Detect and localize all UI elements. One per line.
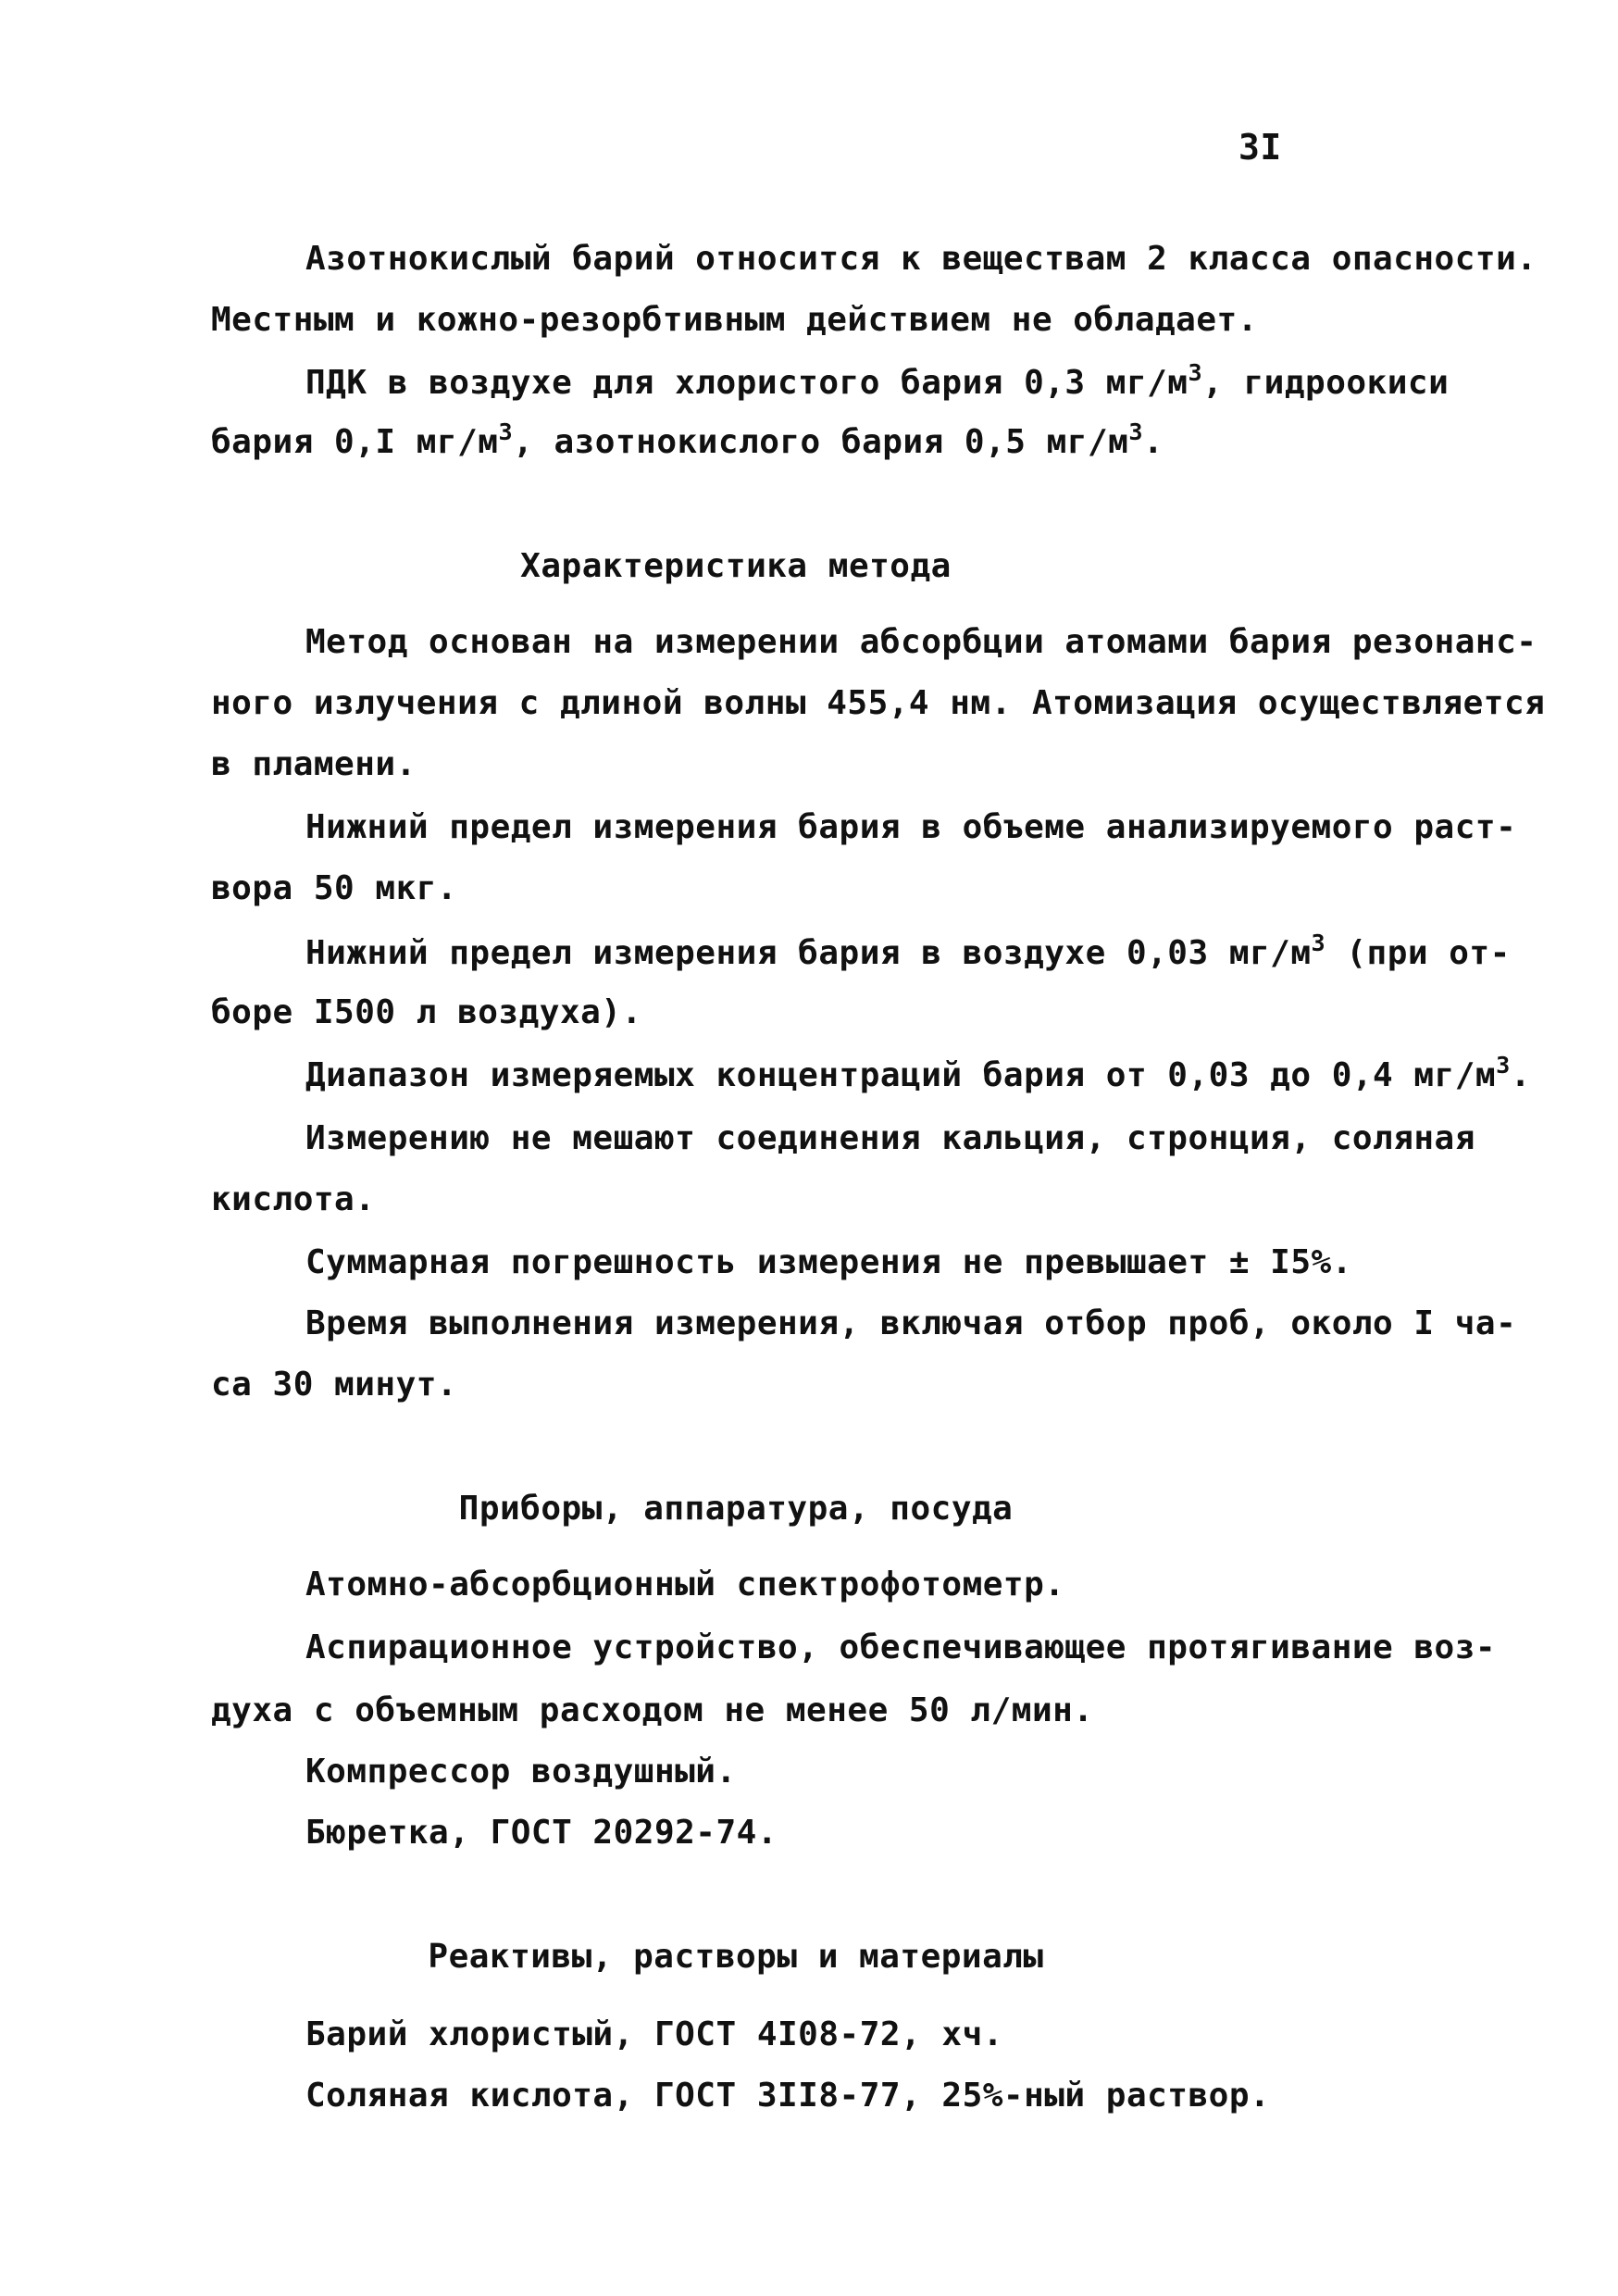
section-heading: Характеристика метода <box>520 547 952 585</box>
text-line: Барий хлористый, ГОСТ 4I08-72, хч. <box>305 2015 1003 2053</box>
text-line: вора 50 мкг. <box>211 869 458 907</box>
text-line: Измерению не мешают соединения кальция, стронция, соляная <box>305 1119 1475 1157</box>
text-line: Соляная кислота, ГОСТ 3II8-77, 25%-ный раствор. <box>305 2077 1271 2115</box>
text-line: Азотнокислый барий относится к веществам 2 класса опасности. <box>305 240 1537 278</box>
text-line: Аспирационное устройство, обеспечивающее протягивание воз- <box>305 1628 1497 1666</box>
text-line: Суммарная погрешность измерения не превышает ± I5%. <box>305 1243 1352 1281</box>
superscript: 3 <box>1496 1052 1511 1079</box>
text-line: бария 0,I $мг/м^3$, азотнокислого бария 0,5 $мг/м^3$. <box>211 418 1164 461</box>
superscript: 3 <box>1188 359 1203 387</box>
section-heading: Приборы, аппаратура, посуда <box>458 1490 1014 1528</box>
text-line: ного излучения с длиной волны 455,4 нм. Атомизация осуществляется <box>211 684 1546 722</box>
text-line: Время выполнения измерения, включая отбор проб, около I ча- <box>305 1304 1517 1342</box>
section-heading: Реактивы, растворы и материалы <box>428 1938 1044 1976</box>
text-line: Нижний предел измерения бария в объеме анализируемого раст- <box>305 808 1517 846</box>
superscript: 3 <box>1311 930 1326 957</box>
superscript: 3 <box>1128 418 1143 446</box>
text-line: Атомно-абсорбционный спектрофотометр. <box>305 1566 1065 1603</box>
text-line: Метод основан на измерении абсорбции атомами бария резонанс- <box>305 623 1537 661</box>
text-line: Местным и кожно-резорбтивным действием не обладает. <box>211 301 1258 339</box>
text-line: ПДК в воздухе для хлористого бария 0,3 $мг/м^3$, гидроокиси <box>305 359 1450 402</box>
text-line: кислота. <box>211 1180 376 1218</box>
text-line: Диапазон измеряемых концентраций бария от 0,03 до 0,4 $мг/м^3$. <box>305 1052 1531 1094</box>
text-line: боре I500 л воздуха). <box>211 993 642 1031</box>
page-number: 3I <box>1238 127 1282 168</box>
superscript: 3 <box>498 418 514 446</box>
text-line: Бюретка, ГОСТ 20292-74. <box>305 1814 778 1852</box>
text-line: Компрессор воздушный. <box>305 1753 737 1791</box>
text-line: са 30 минут. <box>211 1366 458 1404</box>
text-line: духа с объемным расходом не менее 50 л/мин. <box>211 1691 1094 1729</box>
text-line: Нижний предел измерения бария в воздухе 0,03 $мг/м^3$ (при от- <box>305 930 1511 972</box>
text-line: в пламени. <box>211 745 417 783</box>
